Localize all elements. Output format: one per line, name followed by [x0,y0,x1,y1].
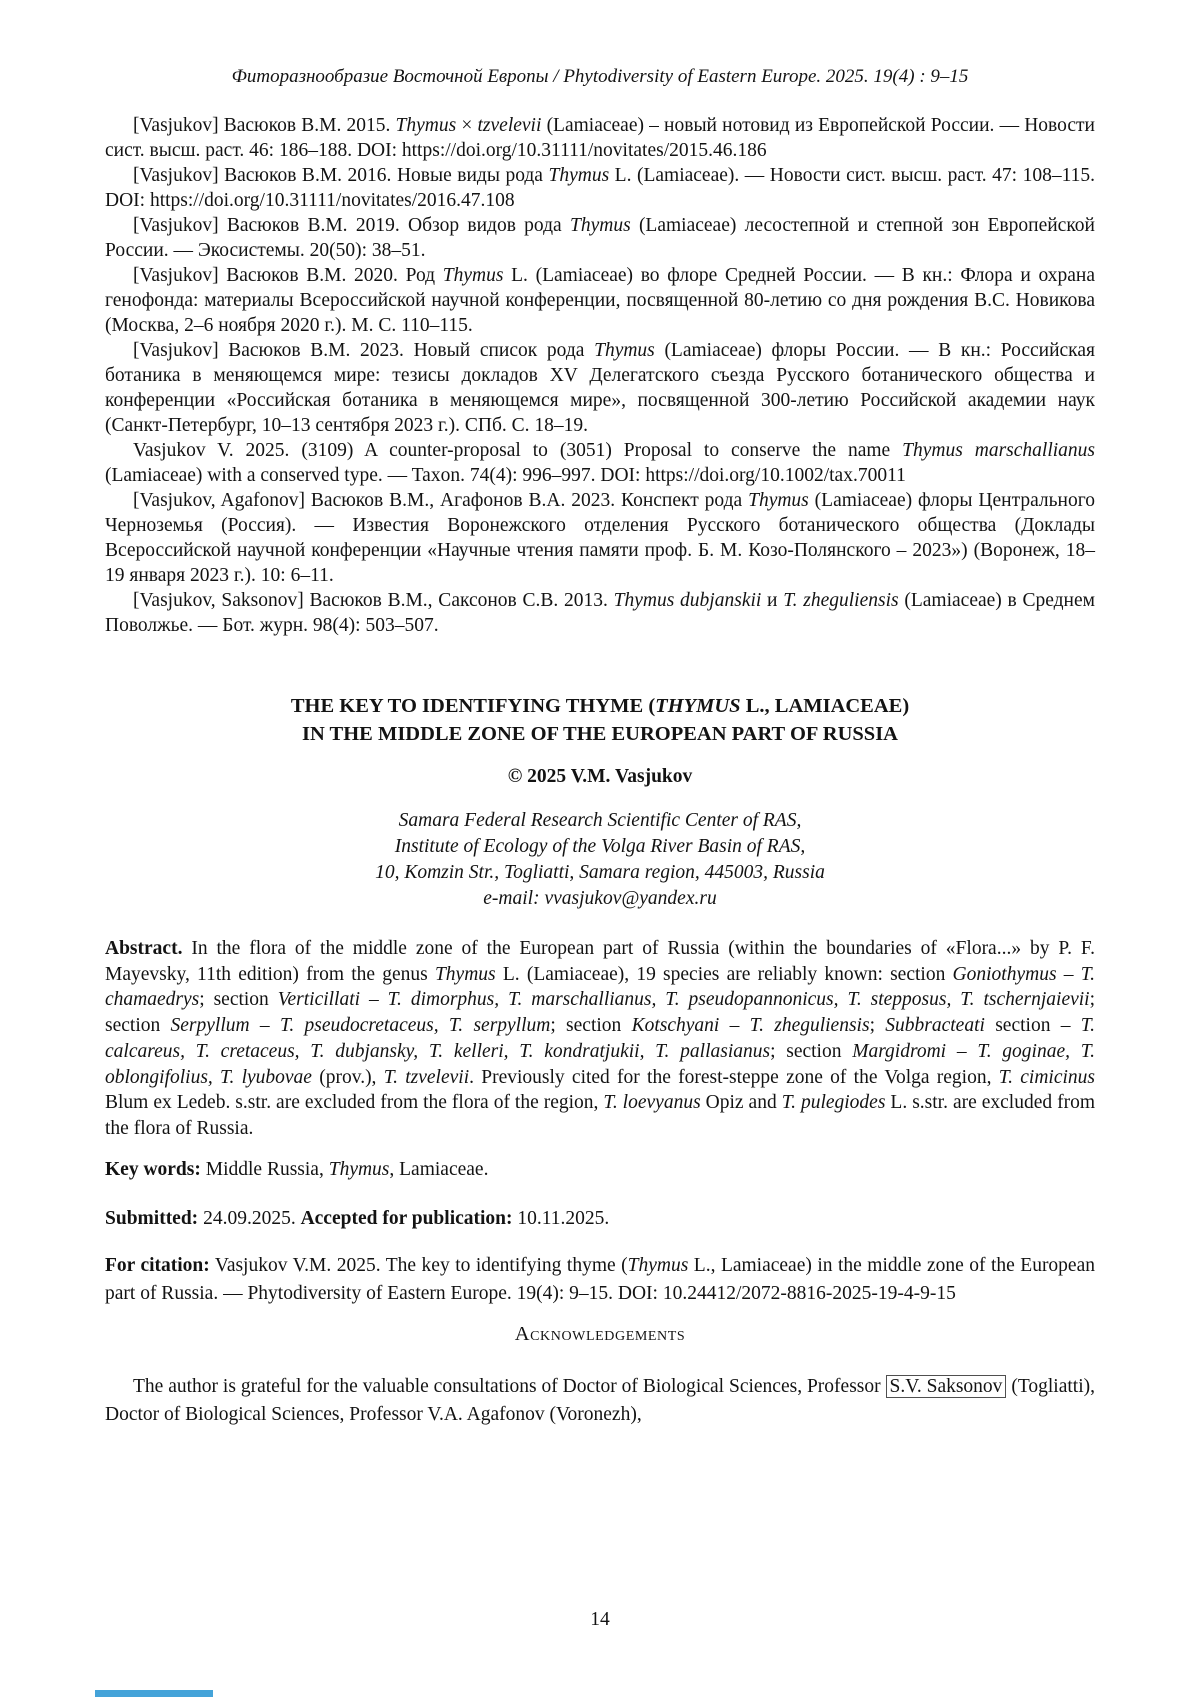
reference-entry-6: Vasjukov V. 2025. (3109) A counter-proposal to (3051) Proposal to conserve the name Thymus marschallianus (Lamiaceae) with a conserved type. — Taxon. 74(4): 996–997. DOI: https://doi.org/10.1002/tax.70011 [105,440,1095,486]
article-title [105,692,1095,748]
acknowledgements-heading: Acknowledgements [514,1322,686,1345]
page-number: 14 [590,1609,610,1630]
affiliation-block [105,808,1095,912]
next-page-blue-fragment [95,1690,213,1697]
reference-entry-4: [Vasjukov] Васюков В.М. 2020. Род Thymus L. (Lamiaceae) во флоре Средней России. — В кн.: Флора и охрана генофонда: материалы Всероссийской научной конференции, посвященной 80-летию со дня рождения В.С. Новикова (Москва, 2–6 ноября 2020 г.). М. С. 110–115. [105,265,1095,336]
affiliation-email: e-mail: vvasjukov@yandex.ru [483,888,717,909]
copyright-line: © 2025 V.M. Vasjukov [507,766,693,787]
acknowledgements-paragraph: The author is grateful for the valuable consultations of Doctor of Biological Sciences, Professor S.V. Saksonov (Togliatti), Doctor of Biological Sciences, Professor V.A. Agafonov (Voronezh), [105,1375,1095,1425]
running-head: Фиторазнообразие Восточной Европы / Phytodiversity of Eastern Europe. 2025. 19(4) : 9–15 [231,66,969,87]
affiliation-line-1: Samara Federal Research Scientific Center of RAS, [398,810,802,831]
reference-entry-5: [Vasjukov] Васюков В.М. 2023. Новый список рода Thymus (Lamiaceae) флоры России. — В кн.: Российская ботаника в меняющемся мире: тезисы докладов XV Делегатского съезда Русского ботанического общества и конференции «Российская ботаника в меняющемся мире», посвященной 300-летию Российской академии наук (Санкт-Петербург, 10–13 сентября 2023 г.). СПб. С. 18–19. [105,340,1095,436]
reference-entry-7: [Vasjukov, Agafonov] Васюков В.М., Агафонов В.А. 2023. Конспект рода Thymus (Lamiaceae) флоры Центрального Черноземья (Россия). — Известия Воронежского отделения Русского ботанического общества (Доклады Всероссийской научной конференции «Научные чтения памяти проф. Б. М. Козо-Полянского – 2023») (Воронеж, 18–19 января 2023 г.). 10: 6–11. [105,490,1095,586]
affiliation-line-3: 10, Komzin Str., Togliatti, Samara region, 445003, Russia [375,862,825,883]
keywords-line: Key words: Middle Russia, Thymus, Lamiaceae. [105,1158,489,1180]
reference-entry-1: [Vasjukov] Васюков В.М. 2015. Thymus × tzvelevii (Lamiaceae) – новый нотовид из Европейской России. — Новости сист. высш. раст. 46: 186–188. DOI: https://doi.org/10.31111/novitates/2015.46.186 [105,115,1095,161]
article-title-line1: THE KEY TO IDENTIFYING THYME (THYMUS L., LAMIACEAE) [290,695,910,717]
affiliation-line-2: Institute of Ecology of the Volga River Basin of RAS, [394,836,806,857]
reference-entry-2: [Vasjukov] Васюков В.М. 2016. Новые виды рода Thymus L. (Lamiaceae). — Новости сист. высш. раст. 47: 108–115. DOI: https://doi.org/10.31111/novitates/2016.47.108 [105,165,1096,211]
reference-entry-8: [Vasjukov, Saksonov] Васюков В.М., Саксонов С.В. 2013. Thymus dubjanskii и T. zheguliensis (Lamiaceae) в Среднем Поволжье. — Бот. журн. 98(4): 503–507. [105,590,1095,636]
article-title-line2: IN THE MIDDLE ZONE OF THE EUROPEAN PART OF RUSSIA [302,723,898,745]
reference-entry-3: [Vasjukov] Васюков В.М. 2019. Обзор видов рода Thymus (Lamiaceae) лесостепной и степной зон Европейской России. — Экосистемы. 20(50): 38–51. [105,215,1095,261]
submission-dates-line: Submitted: 24.09.2025. Accepted for publication: 10.11.2025. [105,1207,610,1229]
for-citation-paragraph: For citation: Vasjukov V.M. 2025. The key to identifying thyme (Thymus L., Lamiaceae) in the middle zone of the European part of Russia. — Phytodiversity of Eastern Europe. 19(4): 9–15. DOI: 10.24412/2072-8816-2025-19-4-9-15 [105,1254,1095,1304]
link-annotation-box[interactable]: S.V. Saksonov [886,1375,1007,1398]
abstract-paragraph: Abstract. In the flora of the middle zone of the European part of Russia (within the boundaries of «Flora...» by P. F. Mayevsky, 11th edition) from the genus Thymus L. (Lamiaceae), 19 species are reliably known: section Goniothymus – T. chamaedrys; section Verticillati – T. dimorphus, T. marschallianus, T. pseudopannonicus, T. stepposus, T. tschernjaievii; section Serpyllum – T. pseudocretaceus, T. serpyllum; section Kotschyani – T. zheguliensis; Subbracteati section – T. calcareus, T. cretaceus, T. dubjansky, T. kelleri, T. kondratjukii, T. pallasianus; section Margidromi – T. goginae, T. oblongifolius, T. lyubovae (prov.), T. tzvelevii. Previously cited for the forest-steppe zone of the Volga region, T. cimicinus Blum ex Ledeb. s.str. are excluded from the flora of the region, T. loevyanus Opiz and T. pulegiodes L. s.str. are excluded from the flora of Russia. [105,938,1096,1139]
references-section [105,113,1095,638]
